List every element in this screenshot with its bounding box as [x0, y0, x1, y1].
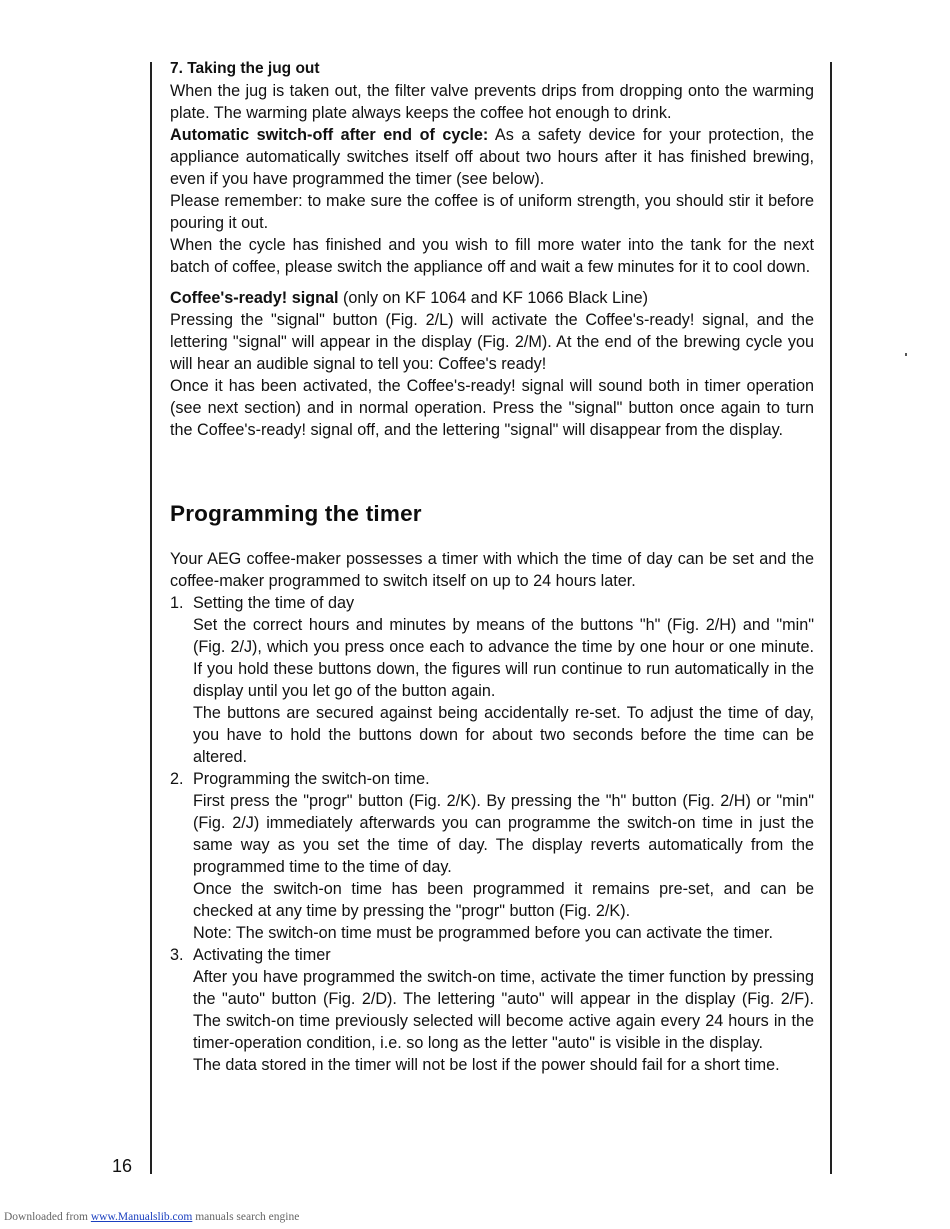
list-item-number: 1. — [170, 594, 184, 612]
timer-steps — [170, 592, 814, 1076]
left-margin-rule — [150, 62, 152, 1174]
timer-intro: Your AEG coffee-maker possesses a timer with which the time of day can be set and the coffee-maker programmed to switch itself on up to 24 hours later. — [170, 550, 814, 590]
auto-switch-off-paragraph — [170, 124, 814, 190]
list-item — [170, 944, 814, 1076]
signal-paragraph-2: Once it has been activated, the Coffee's-ready! signal will sound both in timer operation (see next section) and in normal operation. Press the "signal" button once again to turn the Coffee's-ready! signal off, and the lettering "signal" will disappear from the display. — [170, 377, 814, 439]
footer-prefix: Downloaded from — [4, 1211, 91, 1223]
signal-paragraph-1: Pressing the "signal" button (Fig. 2/L) will activate the Coffee's-ready! signal, and the lettering "signal" will appear in the display (Fig. 2/M). At the end of the brewing cycle you will hear an audible signal to tell you: Coffee's ready! — [170, 311, 814, 373]
list-item-number: 2. — [170, 770, 184, 788]
list-item-paragraph: The buttons are secured against being accidentally re-set. To adjust the time of day, you have to hold the buttons down for about two seconds before the time can be altered. — [193, 704, 814, 766]
list-item-paragraph: After you have programmed the switch-on time, activate the timer function by pressing the "auto" button (Fig. 2/D). The lettering "auto" will appear in the display (Fig. 2/F). The switch-on time previously selected will become active again every 24 hours in the timer-operation condition, i.e. so long as the letter "auto" is visible in the display. — [193, 968, 814, 1052]
right-margin-rule — [830, 62, 832, 1174]
list-item-title: Programming the switch-on time. — [193, 770, 430, 788]
stir-paragraph: Please remember: to make sure the coffee is of uniform strength, you should stir it before pouring it out. — [170, 192, 814, 232]
list-item-paragraph: The data stored in the timer will not be lost if the power should fail for a short time. — [193, 1056, 780, 1074]
auto-switch-off-text: As a safety device for your protection, the appliance automatically switches itself off about two hours after it has finished brewing, even if you have programmed the timer (see below). — [170, 126, 814, 188]
scan-speck — [905, 353, 907, 356]
page-content — [170, 58, 814, 1076]
list-item-paragraph: Set the correct hours and minutes by means of the buttons "h" (Fig. 2/H) and "min" (Fig. 2/J), which you press once each to advance the time by one hour or one minute. If you hold these buttons down, the figures will run continue to run automatically in the display until you let go of the button again. — [193, 616, 814, 700]
jug-paragraph: When the jug is taken out, the filter valve prevents drips from dropping onto the warming plate. The warming plate always keeps the coffee hot enough to drink. — [170, 82, 814, 122]
list-item-title: Activating the timer — [193, 946, 331, 964]
list-item-paragraph: Note: The switch-on time must be programmed before you can activate the timer. — [193, 924, 774, 942]
list-item — [170, 768, 814, 944]
timer-section-title: Programming the timer — [170, 501, 422, 526]
footer-suffix: manuals search engine — [192, 1211, 300, 1223]
section-7-heading: 7. Taking the jug out — [170, 60, 320, 77]
signal-heading: Coffee's-ready! signal — [170, 289, 339, 307]
list-item-number: 3. — [170, 946, 184, 964]
signal-heading-line — [170, 287, 814, 309]
signal-models: (only on KF 1064 and KF 1066 Black Line) — [338, 289, 649, 307]
download-footer — [4, 1211, 299, 1223]
list-item-paragraph: First press the "progr" button (Fig. 2/K). By pressing the "h" button (Fig. 2/H) or "min" (Fig. 2/J) immediately afterwards you can programme the switch-on time in just the same way as you set the time of day. The display reverts automatically from the programmed time to the time of day. — [193, 792, 814, 876]
refill-paragraph: When the cycle has finished and you wish to fill more water into the tank for the next batch of coffee, please switch the appliance off and wait a few minutes for it to cool down. — [170, 236, 814, 276]
footer-link[interactable]: www.Manualslib.com — [90, 1211, 193, 1223]
list-item — [170, 592, 814, 768]
list-item-title: Setting the time of day — [193, 594, 355, 612]
page-number: 16 — [112, 1156, 133, 1176]
auto-switch-off-label: Automatic switch-off after end of cycle: — [170, 126, 489, 144]
list-item-paragraph: Once the switch-on time has been programmed it remains pre-set, and can be checked at any time by pressing the "progr" button (Fig. 2/K). — [193, 880, 814, 920]
